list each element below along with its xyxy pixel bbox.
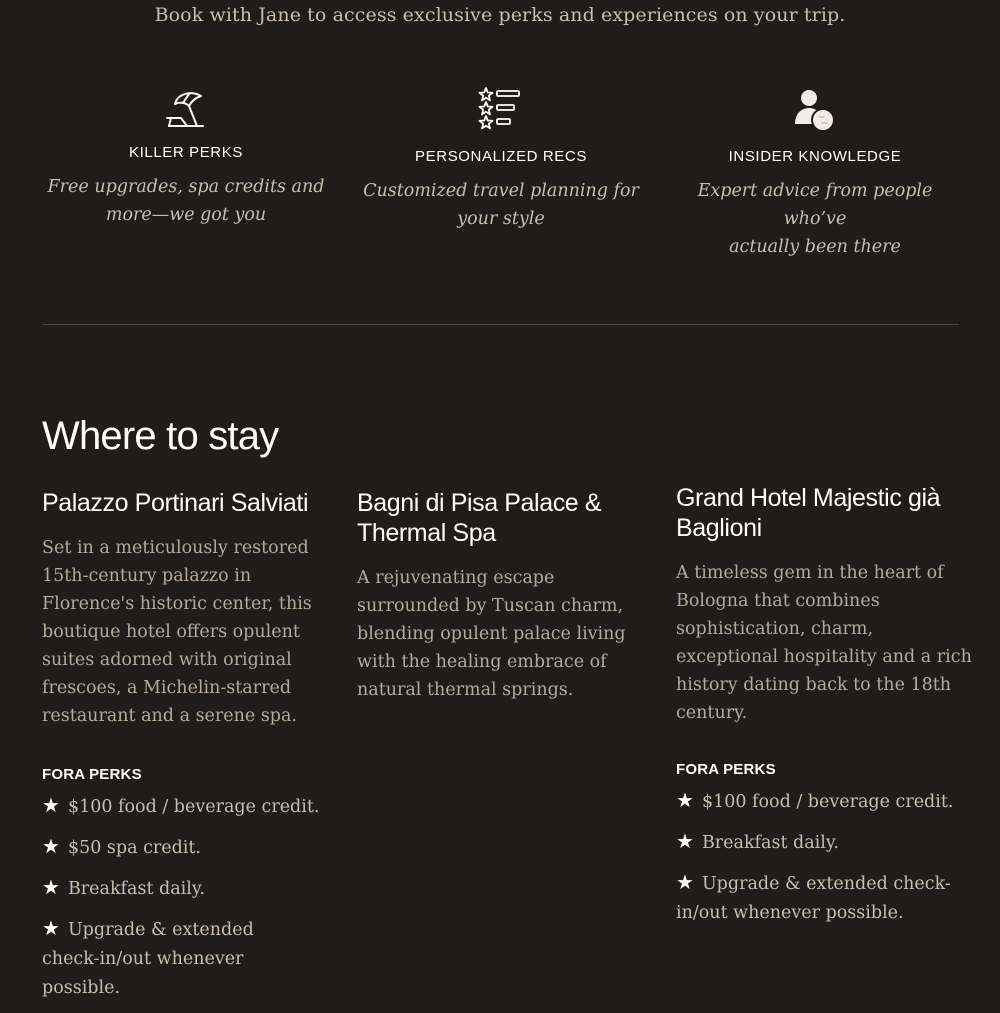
starred-list-icon <box>356 86 646 130</box>
perk-description: Expert advice from people who’ve actually been there <box>697 181 933 257</box>
hotel-description: A rejuvenating escape surrounded by Tuscan charm, blending opulent palace living with the healing embrace of natural thermal springs. <box>357 568 626 700</box>
star-icon: ★ <box>42 834 60 858</box>
list-item: ★ Upgrade & extended check-in/out whenever possible. <box>42 916 254 998</box>
star-icon: ★ <box>676 829 694 853</box>
list-item: ★ $100 food / beverage credit. <box>676 786 956 817</box>
perk-title: INSIDER KNOWLEDGE <box>728 148 902 165</box>
hotel-description: A timeless gem in the heart of Bologna that combines sophistication, charm, exceptional hospitality and a rich history dating back to the 18th century. <box>676 563 972 723</box>
list-item: ★ Upgrade & extended check-in/out whenever possible. <box>676 870 951 923</box>
hotel-name[interactable]: Bagni di Pisa Palace & Thermal Spa <box>357 489 602 547</box>
perk-description: Free upgrades, spa credits and more—we got you <box>47 177 325 225</box>
hotel-card <box>42 488 332 1013</box>
hotel-card <box>676 483 976 938</box>
list-item: ★ $100 food / beverage credit. <box>42 791 332 822</box>
perk-list <box>42 791 332 1003</box>
list-item: ★ Breakfast daily. <box>42 873 332 904</box>
fora-perks-label: FORA PERKS <box>676 761 776 778</box>
perk-list <box>676 786 956 928</box>
star-icon: ★ <box>676 788 694 812</box>
section-divider <box>42 324 959 325</box>
perk-personalized-recs <box>356 86 646 233</box>
perk-title: KILLER PERKS <box>129 144 243 161</box>
fora-perks-label: FORA PERKS <box>42 766 142 783</box>
hotel-card <box>357 488 647 704</box>
star-icon: ★ <box>42 875 60 899</box>
perk-insider-knowledge <box>670 86 960 261</box>
section-title: Where to stay <box>42 414 279 458</box>
hotel-description: Set in a meticulously restored 15th-century palazzo in Florence's historic center, this boutique hotel offers opulent suites adorned with original frescoes, a Michelin-starred restaurant and a serene spa. <box>42 538 312 726</box>
perk-title: PERSONALIZED RECS <box>415 148 587 165</box>
hotel-name[interactable]: Palazzo Portinari Salviati <box>42 489 309 517</box>
perk-killer-perks <box>41 86 331 229</box>
list-item: ★ Breakfast daily. <box>676 827 956 858</box>
perk-description: Customized travel planning for your style <box>363 181 639 229</box>
list-item: ★ $50 spa credit. <box>42 832 332 863</box>
star-icon: ★ <box>42 793 60 817</box>
beach-umbrella-icon <box>41 86 331 130</box>
star-icon: ★ <box>676 870 694 894</box>
people-globe-icon <box>670 86 960 134</box>
hotel-name[interactable]: Grand Hotel Majestic già Baglioni <box>676 484 941 542</box>
intro-text: Book with Jane to access exclusive perks and experiences on your trip. <box>154 4 846 26</box>
star-icon: ★ <box>42 916 60 940</box>
